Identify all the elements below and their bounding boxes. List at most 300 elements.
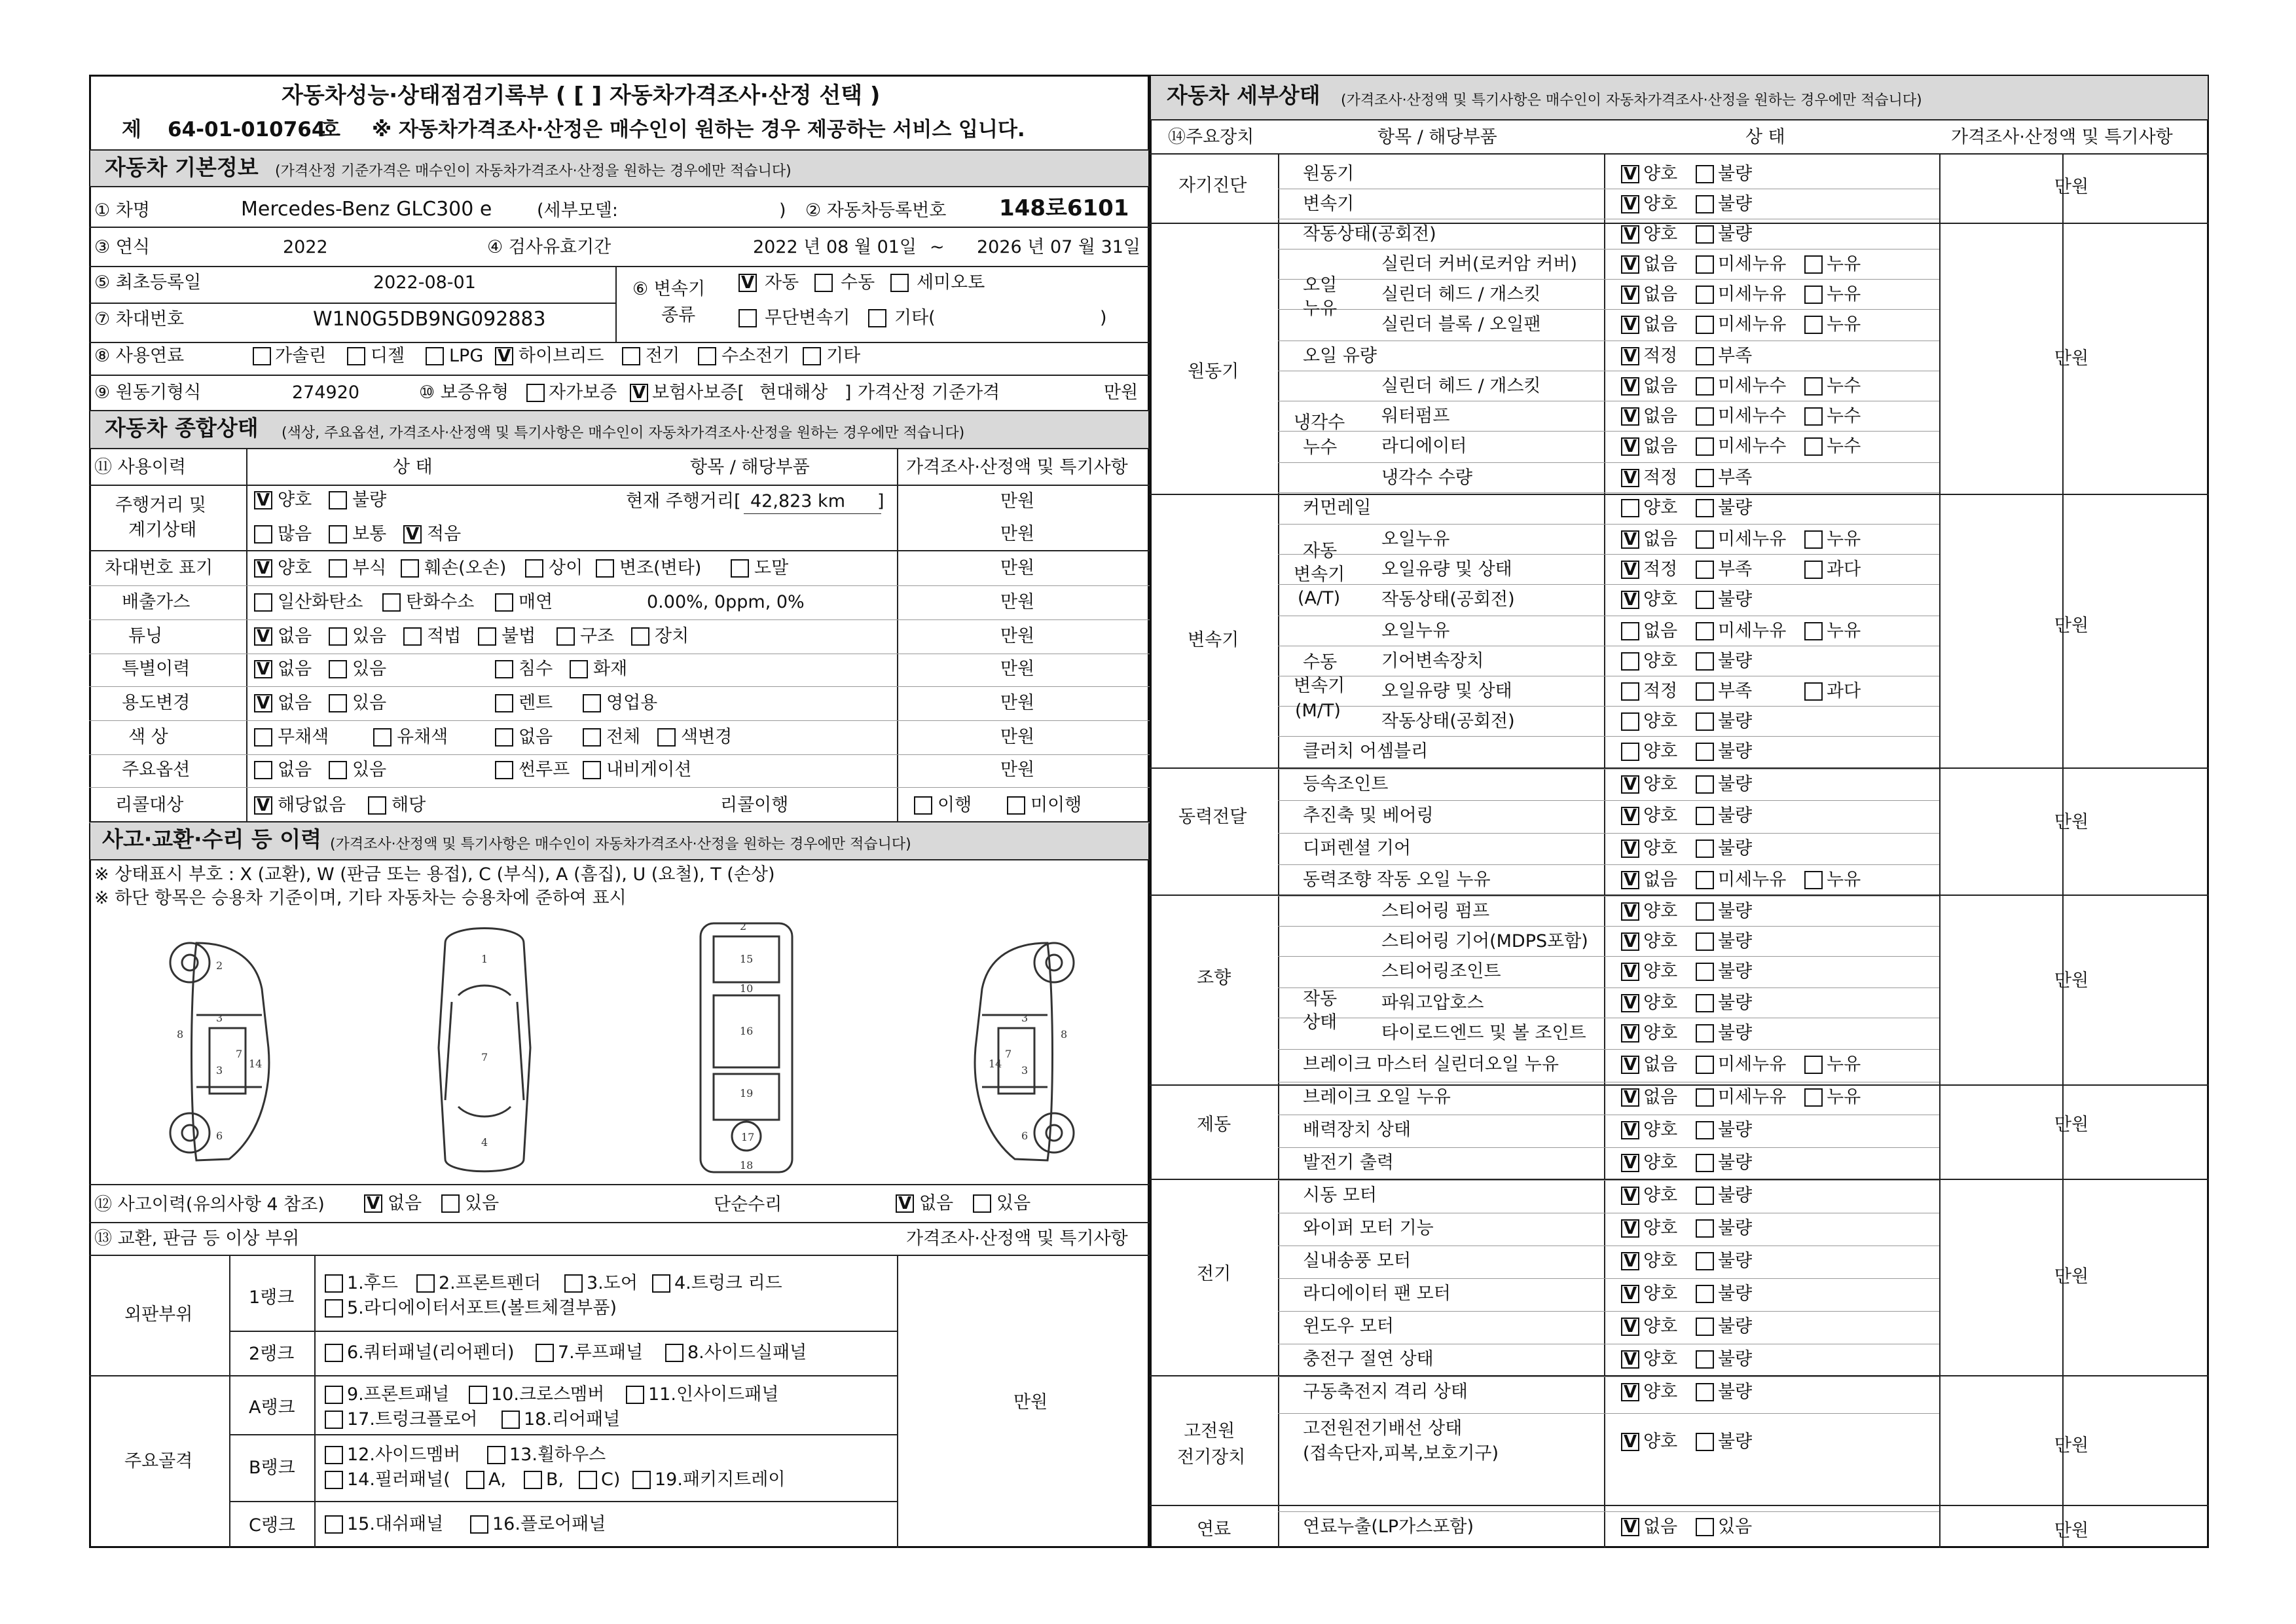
status-checkbox[interactable]: V [1621, 1024, 1639, 1043]
status-checkbox[interactable] [1804, 1056, 1823, 1074]
detail-item: 충전구 절연 상태 [1303, 1349, 1434, 1369]
svg-text:3: 3 [216, 1012, 223, 1024]
row-label: 리콜대상 [115, 795, 184, 815]
divider [1150, 494, 2209, 495]
status-checkbox[interactable]: V [1621, 1121, 1639, 1139]
status-checkbox[interactable] [1696, 1121, 1714, 1139]
status-label: 양호 [1643, 838, 1678, 858]
status-checkbox[interactable] [1804, 316, 1823, 334]
status-checkbox[interactable] [1696, 932, 1714, 951]
sub-oil-leak-2: 누유 [1303, 299, 1338, 319]
part-label: 18.리어패널 [524, 1409, 621, 1430]
status-checkbox[interactable] [1696, 1056, 1714, 1074]
option-checkbox[interactable]: V [254, 627, 272, 646]
option-label: 없음 [519, 727, 553, 747]
status-checkbox[interactable]: V [1621, 469, 1639, 487]
status-checkbox[interactable] [1696, 377, 1714, 396]
divider [89, 686, 1150, 687]
status-checkbox[interactable] [1804, 871, 1823, 889]
part-checkbox[interactable] [632, 1471, 651, 1489]
pillar-checkbox[interactable] [466, 1471, 484, 1489]
status-checkbox[interactable]: V [1621, 316, 1639, 334]
option-label: 해당없음 [278, 795, 346, 815]
part-label: 5.라디에이터서포트(볼트체결부품) [347, 1298, 617, 1318]
sub-steering-op: 작동 [1303, 989, 1338, 1009]
status-checkbox[interactable]: V [1621, 1056, 1639, 1074]
svg-text:6: 6 [216, 1130, 223, 1142]
sub-auto-trans-3: (A/T) [1298, 588, 1341, 608]
status-checkbox[interactable]: V [1621, 902, 1639, 921]
status-checkbox[interactable]: V [1621, 963, 1639, 981]
status-label: 불량 [1718, 711, 1753, 731]
status-label: 미세누수 [1718, 436, 1787, 456]
option-checkbox[interactable] [495, 728, 513, 747]
option-checkbox[interactable]: V [254, 694, 272, 712]
status-checkbox[interactable] [1696, 1219, 1714, 1238]
option-checkbox[interactable] [583, 694, 601, 712]
svg-text:2: 2 [740, 920, 747, 932]
part-checkbox[interactable] [325, 1515, 343, 1534]
current-mileage-close: ] [877, 491, 884, 511]
divider [1278, 554, 1939, 555]
status-checkbox[interactable] [1696, 1285, 1714, 1303]
svg-text:3: 3 [1021, 1012, 1029, 1024]
status-checkbox[interactable] [1696, 1252, 1714, 1270]
status-label: 없음 [1643, 1054, 1678, 1075]
status-checkbox[interactable]: V [1621, 871, 1639, 889]
option-checkbox[interactable] [329, 627, 347, 646]
status-label: 부족 [1718, 346, 1753, 366]
fuel-hybrid-checkbox[interactable]: V [495, 347, 513, 365]
status-checkbox[interactable] [1696, 682, 1714, 701]
option-checkbox[interactable] [329, 660, 347, 678]
option-checkbox[interactable]: V [254, 796, 272, 815]
status-label: 누유 [1827, 1054, 1861, 1075]
divider [1278, 1413, 1939, 1414]
option-checkbox[interactable] [731, 559, 749, 578]
price-unit: 만원 [1000, 659, 1035, 679]
trans-auto-label: 자동 [765, 272, 799, 293]
status-checkbox[interactable] [1696, 743, 1714, 761]
divider [1278, 1376, 1939, 1377]
group-high-voltage-2: 전기장치 [1177, 1447, 1246, 1467]
frame-label: 주요골격 [124, 1451, 193, 1471]
status-checkbox[interactable] [1804, 561, 1823, 579]
option-checkbox[interactable] [368, 796, 386, 815]
status-checkbox[interactable] [1696, 871, 1714, 889]
part-checkbox[interactable] [469, 1386, 487, 1404]
part-checkbox[interactable] [325, 1344, 343, 1362]
part-checkbox[interactable] [564, 1274, 583, 1293]
status-label: 양호 [1643, 805, 1678, 826]
option-checkbox[interactable] [583, 761, 601, 779]
part-checkbox[interactable] [536, 1344, 554, 1362]
trans-manual-checkbox[interactable] [814, 274, 833, 292]
divider [744, 513, 881, 514]
status-checkbox[interactable] [1696, 1187, 1714, 1205]
part-checkbox[interactable] [626, 1386, 644, 1404]
col-status: 상 태 [393, 457, 433, 477]
part-checkbox[interactable] [487, 1446, 505, 1464]
status-checkbox[interactable]: V [1621, 1350, 1639, 1369]
status-checkbox[interactable] [1621, 622, 1639, 640]
status-checkbox[interactable]: V [1621, 1285, 1639, 1303]
status-checkbox[interactable]: V [1621, 775, 1639, 794]
accident-none-label: 없음 [388, 1193, 422, 1213]
detail-item: 변속기 [1303, 194, 1355, 214]
mileage-bad-checkbox[interactable] [329, 491, 347, 509]
status-checkbox[interactable] [1696, 1518, 1714, 1536]
status-checkbox[interactable]: V [1621, 1318, 1639, 1336]
pillar-checkbox[interactable] [524, 1471, 542, 1489]
fuel-other-checkbox[interactable] [803, 347, 821, 365]
base-price-label: 가격산정 기준가격 [858, 382, 1000, 403]
part-label: 19.패키지트레이 [655, 1469, 786, 1490]
status-checkbox[interactable]: V [1621, 437, 1639, 456]
svg-text:7: 7 [1005, 1048, 1012, 1060]
record-no-label: 제 [122, 118, 141, 141]
unit-trans: 만원 [2054, 616, 2089, 636]
option-checkbox[interactable] [382, 593, 401, 612]
detail-item: 디퍼렌셜 기어 [1303, 838, 1412, 858]
status-checkbox[interactable]: V [1621, 255, 1639, 274]
status-checkbox[interactable]: V [1621, 994, 1639, 1012]
status-checkbox[interactable] [1696, 561, 1714, 579]
svg-text:16: 16 [740, 1025, 754, 1037]
status-label: 미세누유 [1718, 621, 1787, 641]
status-checkbox[interactable]: V [1621, 807, 1639, 825]
status-checkbox[interactable] [1696, 712, 1714, 731]
sub-manual-trans: 수동 [1303, 652, 1338, 673]
part-checkbox[interactable] [416, 1274, 435, 1293]
part-checkbox[interactable] [652, 1274, 670, 1293]
trans-cvt-checkbox[interactable] [738, 309, 757, 327]
part-checkbox[interactable] [325, 1411, 343, 1429]
status-checkbox[interactable]: V [1621, 1154, 1639, 1172]
status-checkbox[interactable] [1696, 499, 1714, 517]
status-checkbox[interactable]: V [1621, 1252, 1639, 1270]
status-label: 불량 [1718, 901, 1753, 921]
price-unit: 만원 [1000, 491, 1035, 511]
status-label: 불량 [1718, 838, 1753, 858]
option-label: 탄화수소 [406, 592, 475, 612]
part-checkbox[interactable] [325, 1299, 343, 1318]
option-checkbox[interactable] [495, 761, 513, 779]
divider [89, 266, 1150, 267]
divider [1150, 1179, 2209, 1180]
status-checkbox[interactable] [1696, 807, 1714, 825]
trans-cvt-label: 무단변속기 [765, 308, 850, 328]
status-checkbox[interactable] [1696, 622, 1714, 640]
option-checkbox[interactable] [495, 694, 513, 712]
warranty-ins-checkbox[interactable]: V [630, 384, 648, 402]
status-label: 양호 [1643, 498, 1678, 518]
part-checkbox[interactable] [325, 1446, 343, 1464]
option-label: 없음 [278, 693, 312, 713]
status-checkbox[interactable] [1696, 347, 1714, 365]
status-label: 미세누유 [1718, 284, 1787, 304]
divider [89, 1375, 897, 1376]
mileage-few-label: 적음 [427, 524, 462, 544]
mileage-few-checkbox[interactable]: V [403, 525, 422, 544]
status-checkbox[interactable] [1696, 1154, 1714, 1172]
option-label: 불법 [501, 626, 536, 646]
option-checkbox[interactable] [583, 728, 601, 747]
option-checkbox[interactable] [478, 627, 496, 646]
repair-none-checkbox[interactable]: V [896, 1194, 914, 1213]
status-label: 미세누유 [1718, 1054, 1787, 1075]
status-checkbox[interactable] [1696, 994, 1714, 1012]
status-checkbox[interactable]: V [1621, 1433, 1639, 1451]
divider [1939, 153, 1941, 1548]
status-checkbox[interactable]: V [1621, 195, 1639, 213]
status-checkbox[interactable] [1621, 652, 1639, 671]
option-checkbox[interactable] [254, 761, 272, 779]
divider [1150, 895, 2209, 896]
status-checkbox[interactable]: V [1621, 407, 1639, 426]
part-checkbox[interactable] [325, 1386, 343, 1404]
divider [89, 1255, 1150, 1256]
status-checkbox[interactable] [1696, 469, 1714, 487]
status-label: 없음 [1643, 254, 1678, 274]
divider [1278, 800, 1939, 801]
option-checkbox[interactable] [329, 761, 347, 779]
mileage-many-checkbox[interactable] [254, 525, 272, 544]
divider [89, 485, 1150, 486]
option-checkbox[interactable]: V [254, 559, 272, 578]
trans-auto-checkbox[interactable]: V [738, 274, 757, 292]
option-label: 훼손(오손) [424, 558, 507, 578]
option-checkbox[interactable] [329, 694, 347, 712]
trans-semi-checkbox[interactable] [890, 274, 909, 292]
status-checkbox[interactable]: V [1621, 347, 1639, 365]
status-checkbox[interactable] [1696, 1024, 1714, 1043]
col-history: ⑪ 사용이력 [94, 457, 186, 477]
status-checkbox[interactable]: V [1621, 1219, 1639, 1238]
unit-power: 만원 [2054, 812, 2089, 832]
divider [89, 821, 1150, 822]
car-diagram-top [419, 917, 550, 1179]
status-checkbox[interactable] [1696, 1350, 1714, 1369]
option-checkbox[interactable]: V [254, 660, 272, 678]
status-checkbox[interactable] [1696, 963, 1714, 981]
first-reg-value: 2022-08-01 [373, 272, 476, 293]
divider [229, 1255, 230, 1548]
status-checkbox[interactable]: V [1621, 561, 1639, 579]
status-checkbox[interactable] [1804, 407, 1823, 426]
pillar-checkbox[interactable] [579, 1471, 597, 1489]
status-checkbox[interactable]: V [1621, 286, 1639, 304]
fuel-hydrogen-checkbox[interactable] [698, 347, 716, 365]
warranty-label: ⑩ 보증유형 [419, 382, 509, 403]
warranty-self-checkbox[interactable] [526, 384, 545, 402]
mileage-good-label: 양호 [278, 490, 312, 510]
status-label: 누유 [1827, 1087, 1861, 1107]
status-checkbox[interactable] [1804, 377, 1823, 396]
recall-not-done-checkbox[interactable] [1007, 796, 1025, 815]
status-label: 있음 [1718, 1517, 1753, 1537]
option-checkbox[interactable] [631, 627, 649, 646]
status-label: 양호 [1643, 711, 1678, 731]
price-unit: 만원 [1000, 693, 1035, 713]
recall-done-checkbox[interactable] [914, 796, 932, 815]
part-checkbox[interactable] [325, 1471, 343, 1489]
option-checkbox[interactable] [596, 559, 614, 578]
option-checkbox[interactable] [329, 559, 347, 578]
car-diagram-left-side [151, 917, 301, 1179]
option-checkbox[interactable] [254, 593, 272, 612]
detail-title: 자동차 세부상태 [1167, 83, 1321, 108]
status-legend: ※ 상태표시 부호 : X (교환), W (판금 또는 용접), C (부식), A (흠집), U (요철), T (손상) [94, 864, 775, 885]
repair-exists-checkbox[interactable] [973, 1194, 991, 1213]
status-checkbox[interactable] [1696, 437, 1714, 456]
mileage-normal-checkbox[interactable] [329, 525, 347, 544]
part-checkbox[interactable] [470, 1515, 488, 1534]
divider [1150, 223, 2209, 224]
option-checkbox[interactable] [570, 660, 588, 678]
svg-text:2: 2 [216, 959, 223, 972]
status-checkbox[interactable] [1621, 499, 1639, 517]
unit-elec: 만원 [2054, 1266, 2089, 1287]
option-label: 매연 [519, 592, 553, 612]
status-checkbox[interactable] [1696, 1433, 1714, 1451]
status-checkbox[interactable] [1696, 195, 1714, 213]
option-checkbox[interactable] [401, 559, 419, 578]
status-checkbox[interactable] [1804, 622, 1823, 640]
model-value: Mercedes-Benz GLC300 e [241, 198, 492, 221]
option-label: 있음 [352, 626, 387, 646]
recall-done-opt: 이행 [938, 795, 972, 815]
option-checkbox[interactable] [403, 627, 422, 646]
trans-other-checkbox[interactable] [868, 309, 886, 327]
status-checkbox[interactable]: V [1621, 530, 1639, 549]
accident-none-checkbox[interactable]: V [364, 1194, 382, 1213]
status-checkbox[interactable] [1696, 902, 1714, 921]
status-checkbox[interactable]: V [1621, 165, 1639, 183]
mileage-good-checkbox[interactable]: V [254, 491, 272, 509]
detail-item: 파워고압호스 [1381, 993, 1484, 1013]
divider [89, 342, 1150, 343]
option-checkbox[interactable] [525, 559, 543, 578]
row-label: 주요옵션 [122, 760, 191, 780]
part-checkbox[interactable] [501, 1411, 520, 1429]
status-label: 양호 [1643, 1023, 1678, 1043]
status-label: 누유 [1827, 284, 1861, 304]
fuel-other-label: 기타 [826, 346, 861, 366]
status-checkbox[interactable] [1696, 255, 1714, 274]
status-checkbox[interactable] [1804, 530, 1823, 549]
svg-text:19: 19 [740, 1087, 754, 1099]
year-label: ③ 연식 [94, 237, 150, 257]
status-checkbox[interactable] [1696, 530, 1714, 549]
option-checkbox[interactable] [254, 728, 272, 747]
option-checkbox[interactable] [657, 728, 676, 747]
divider [1278, 309, 1939, 310]
status-checkbox[interactable]: V [1621, 932, 1639, 951]
svg-text:15: 15 [740, 953, 754, 965]
status-checkbox[interactable] [1621, 743, 1639, 761]
submodel-close: ) [779, 200, 786, 221]
status-label: 미세누수 [1718, 406, 1787, 426]
status-checkbox[interactable] [1804, 255, 1823, 274]
option-label: 무채색 [278, 727, 329, 747]
status-checkbox[interactable] [1696, 1088, 1714, 1107]
fuel-diesel-checkbox[interactable] [347, 347, 365, 365]
validity-from: 2022 년 08 월 01일 [753, 237, 917, 257]
part-checkbox[interactable] [665, 1344, 683, 1362]
option-checkbox[interactable] [495, 660, 513, 678]
status-checkbox[interactable] [1696, 165, 1714, 183]
unit-brake: 만원 [2054, 1115, 2089, 1135]
option-checkbox[interactable] [373, 728, 392, 747]
status-checkbox[interactable] [1696, 407, 1714, 426]
fuel-electric-checkbox[interactable] [622, 347, 640, 365]
status-label: 없음 [1643, 1087, 1678, 1107]
status-label: 누유 [1827, 621, 1861, 641]
part-checkbox[interactable] [325, 1274, 343, 1293]
divider [89, 585, 1150, 586]
fuel-gasoline-checkbox[interactable] [253, 347, 271, 365]
status-checkbox[interactable] [1696, 286, 1714, 304]
status-checkbox[interactable] [1696, 652, 1714, 671]
status-label: 불량 [1718, 651, 1753, 671]
status-checkbox[interactable] [1696, 775, 1714, 794]
status-checkbox[interactable]: V [1621, 1383, 1639, 1401]
status-checkbox[interactable]: V [1621, 1187, 1639, 1205]
status-checkbox[interactable]: V [1621, 1088, 1639, 1107]
status-checkbox[interactable] [1621, 712, 1639, 731]
detail-item: 타이로드엔드 및 볼 조인트 [1381, 1023, 1586, 1043]
status-checkbox[interactable] [1621, 682, 1639, 701]
option-label: 양호 [278, 558, 312, 578]
option-checkbox[interactable] [495, 593, 513, 612]
status-checkbox[interactable]: V [1621, 840, 1639, 858]
status-checkbox[interactable]: V [1621, 1518, 1639, 1536]
status-label: 불량 [1718, 741, 1753, 762]
status-checkbox[interactable] [1804, 437, 1823, 456]
group-brake: 제동 [1197, 1115, 1231, 1135]
status-checkbox[interactable] [1696, 225, 1714, 244]
status-checkbox[interactable] [1804, 286, 1823, 304]
row-label: 차대번호 표기 [105, 558, 213, 578]
detail-item: 실내송풍 모터 [1303, 1251, 1412, 1271]
status-checkbox[interactable] [1696, 1383, 1714, 1401]
fuel-lpg-checkbox[interactable] [426, 347, 444, 365]
option-checkbox[interactable] [556, 627, 575, 646]
status-checkbox[interactable] [1696, 316, 1714, 334]
status-checkbox[interactable] [1804, 1088, 1823, 1107]
status-checkbox[interactable]: V [1621, 591, 1639, 609]
divider [897, 1255, 898, 1548]
svg-text:17: 17 [741, 1131, 755, 1143]
submodel-label: (세부모델: [537, 200, 618, 221]
sub-steering-op-2: 상태 [1303, 1012, 1338, 1033]
status-label: 불량 [1718, 1218, 1753, 1238]
status-checkbox[interactable] [1696, 1318, 1714, 1336]
status-checkbox[interactable]: V [1621, 225, 1639, 244]
status-checkbox[interactable] [1696, 591, 1714, 609]
accident-exists-checkbox[interactable] [441, 1194, 460, 1213]
divider [1150, 1375, 2209, 1376]
status-label: 불량 [1718, 164, 1753, 184]
status-label: 불량 [1718, 224, 1753, 244]
detail-item: 기어변속장치 [1381, 651, 1484, 671]
status-checkbox[interactable] [1696, 840, 1714, 858]
svg-text:6: 6 [1021, 1130, 1029, 1142]
status-checkbox[interactable] [1804, 682, 1823, 701]
divider [1278, 956, 1939, 957]
status-checkbox[interactable]: V [1621, 377, 1639, 396]
